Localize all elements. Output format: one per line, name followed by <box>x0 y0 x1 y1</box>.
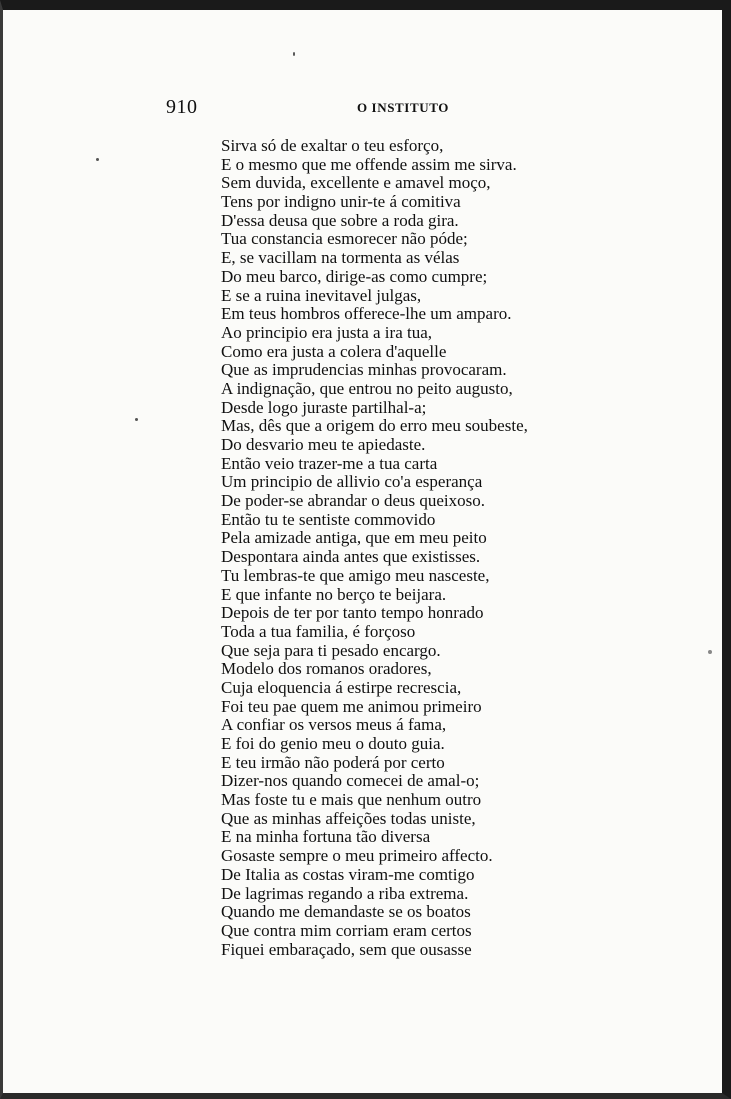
poem-line: A confiar os versos meus á fama, <box>221 715 447 735</box>
poem-line: E que infante no berço te beijara. <box>221 584 447 604</box>
poem-line: Que contra mim corriam eram certos <box>221 920 472 940</box>
poem-line: Como era justa a colera d'aquelle <box>221 341 447 361</box>
scan-speck <box>135 418 138 421</box>
poem-line: Tua constancia esmorecer não póde; <box>221 229 468 249</box>
poem-line: Do desvario meu te apiedaste. <box>221 435 426 454</box>
scan-speck <box>708 650 712 654</box>
running-title: O INSTITUTO <box>357 100 449 115</box>
poem-line: Então tu te sentiste commovido <box>221 509 436 529</box>
poem-line: Do meu barco, dirige-as como cumpre; <box>221 266 488 286</box>
poem-line: D'essa deusa que sobre a roda gira. <box>221 210 459 230</box>
poem-line: Um principio de allivio co'a esperança <box>221 472 483 492</box>
poem-line: E se a ruina inevitavel julgas, <box>221 285 422 305</box>
poem-line: Quando me demandaste se os boatos <box>221 902 471 922</box>
poem-line: Fiquei embaraçado, sem que ousasse <box>221 939 472 959</box>
poem-line: Despontara ainda antes que existisses. <box>221 547 481 567</box>
poem-line: E o mesmo que me offende assim me sirva. <box>221 154 517 174</box>
poem-body <box>221 137 528 959</box>
poem-line: Gosaste sempre o meu primeiro affecto. <box>221 846 493 866</box>
poem-line: Que seja para ti pesado encargo. <box>221 640 441 660</box>
poem-line: De Italia as costas viram-me comtigo <box>221 864 475 884</box>
poem-line: Tens por indigno unir-te á comitiva <box>221 192 461 212</box>
poem-line: Pela amizade antiga, que em meu peito <box>221 528 487 548</box>
poem-line: Dizer-nos quando comecei de amal-o; <box>221 771 480 791</box>
page-number: 910 <box>166 96 198 118</box>
poem-line: Mas foste tu e mais que nenhum outro <box>221 790 482 810</box>
scan-speck <box>96 158 99 161</box>
poem-line: Ao principio era justa a ira tua, <box>221 322 433 342</box>
poem-line: E na minha fortuna tão diversa <box>221 827 431 847</box>
poem-line: Depois de ter por tanto tempo honrado <box>221 603 484 623</box>
poem-line: Foi teu pae quem me animou primeiro <box>221 696 482 716</box>
poem-line: Que as minhas affeições todas uniste, <box>221 808 476 828</box>
poem-line: Modelo dos romanos oradores, <box>221 659 432 679</box>
poem-line: Em teus hombros offerece-lhe um amparo. <box>221 304 512 324</box>
poem-line: De poder-se abrandar o deus queixoso. <box>221 491 486 511</box>
poem-line: Desde logo juraste partilhal-a; <box>221 397 427 417</box>
poem-line: Sirva só de exaltar o teu esforço, <box>221 136 444 155</box>
poem-line: Mas, dês que a origem do erro meu soubeste, <box>221 416 528 436</box>
poem-line: Que as imprudencias minhas provocaram. <box>221 360 507 380</box>
poem-line: Tu lembras-te que amigo meu nasceste, <box>221 565 490 585</box>
poem-line: Sem duvida, excellente e amavel moço, <box>221 173 491 193</box>
poem-line: Então veio trazer-me a tua carta <box>221 453 438 473</box>
poem-line: E, se vacillam na tormenta as vélas <box>221 248 460 268</box>
poem-line: A indignação, que entrou no peito augusto, <box>221 378 513 398</box>
scan-speck <box>293 52 295 56</box>
poem-line: E teu irmão não poderá por certo <box>221 752 445 772</box>
poem-line: Toda a tua familia, é forçoso <box>221 621 416 641</box>
poem-line: Cuja eloquencia á estirpe recrescia, <box>221 677 462 697</box>
poem-line: E foi do genio meu o douto guia. <box>221 734 445 753</box>
poem-line: De lagrimas regando a riba extrema. <box>221 883 469 903</box>
